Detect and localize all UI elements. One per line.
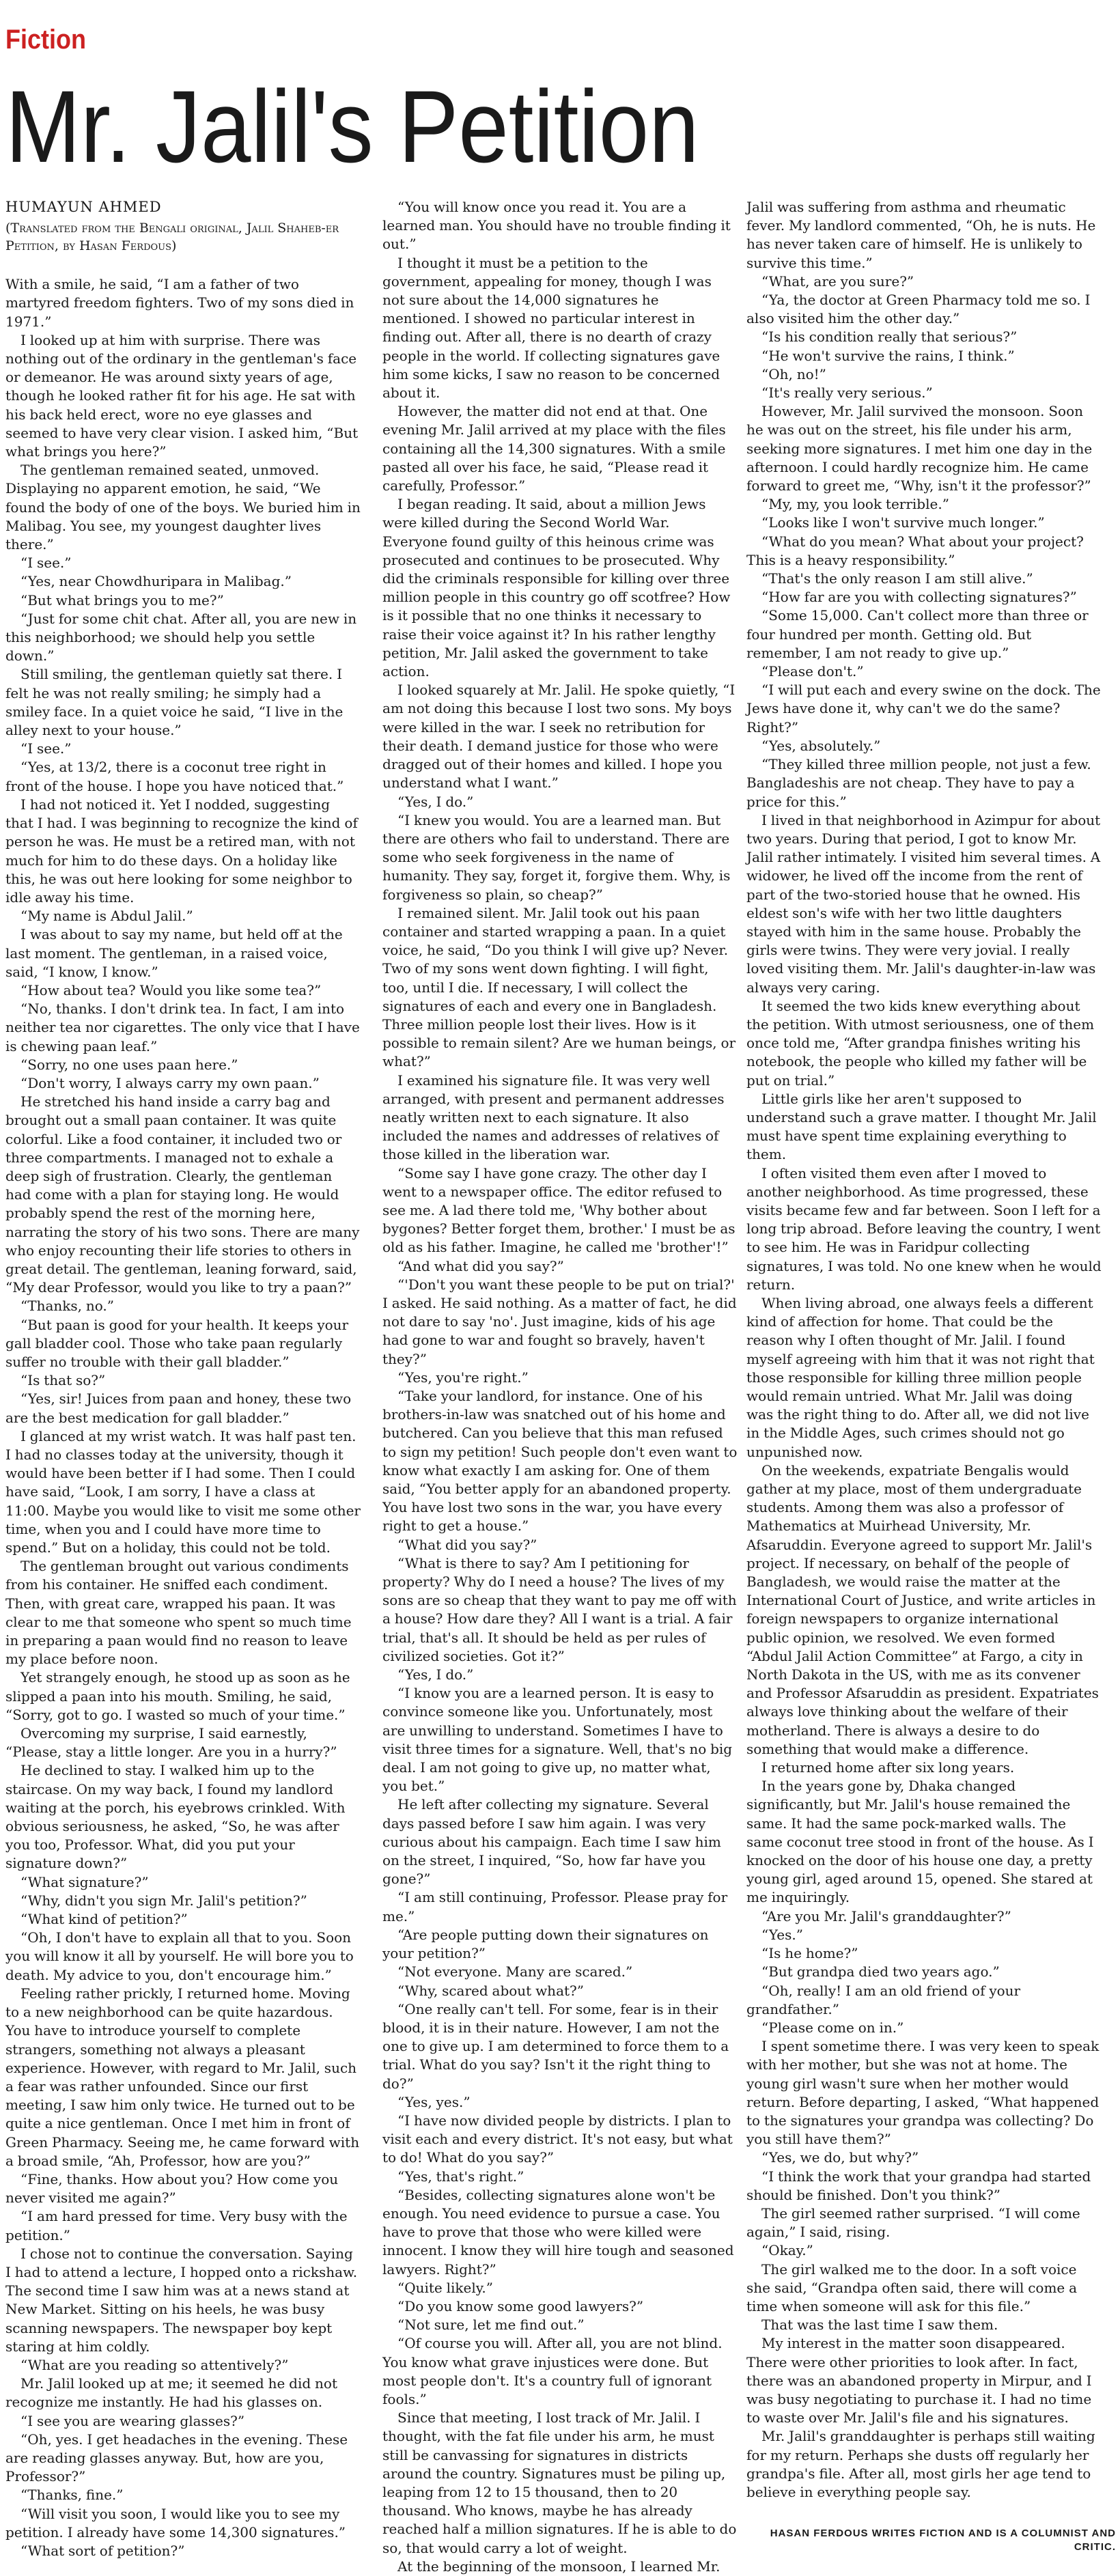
paragraph: Mr. Jalil's granddaughter is perhaps still waiting for my return. Perhaps she dusts off regularly her grandpa's file. After all, most girls her age tend to believe in everything people say.: [746, 2428, 1095, 2500]
paragraph: I looked up at him with surprise. There was nothing out of the ordinary in the gentleman's face or demeanor. He was around sixty years of age, though he looked rather fit for his age. He sat with his back held erect, wore no eye glasses and seemed to have very clear vision. I asked him, “But what brings you here?”: [5, 331, 359, 460]
paragraph: In the years gone by, Dhaka changed significantly, but Mr. Jalil's house remained the same. It had the same pock-marked walls. The same coconut tree stood in front of the house. As I knocked on the door of his house one day, a pretty young girl, aged around 15, opened. She stared at me inquiringly.: [746, 1778, 1094, 1906]
paragraph: The gentleman remained seated, unmoved. Displaying no apparent emotion, he said, “We found the body of one of the boys. We buried him in Malibag. You see, my youngest daughter lives there.”: [5, 462, 361, 553]
paragraph: However, the matter did not end at that. One evening Mr. Jalil arrived at my place with the files containing all the 14,300 signatures. With a smile pasted all over his face, he said, “Please read it carefully, Professor.”: [382, 403, 726, 494]
paragraph: “I know you are a learned person. It is easy to convince someone like you. Unfortunately, most are unwilling to understand. Sometimes I have to visit three times for a signature. Well, that's no big deal. I am not going to give up, no matter what, you bet.”: [382, 1685, 733, 1795]
paragraph: Since that meeting, I lost track of Mr. Jalil. I thought, with the fat file under his arm, he must still be canvassing for signatures in districts around the country. Signatures must be piling up, leaping from 12 to 15 thousand, then to 20 thousand. Who knows, maybe he has already reached half a million signatures. If he is able to do so, that would carry a lot of weight.: [382, 2409, 737, 2556]
paragraph: “Yes, at 13/2, there is a coconut tree right in front of the house. I hope you have noticed that.”: [5, 759, 344, 794]
paragraph: “I see.”: [20, 555, 72, 572]
paragraph: “I am still continuing, Professor. Please pray for me.”: [382, 1889, 728, 1924]
paragraph: “Not everyone. Many are scared.”: [397, 1963, 633, 1980]
paragraph: “'Don't you want these people to be put on trial?' I asked. He said nothing. As a matter of fact, he did not dare to say 'no'. Just imagine, kids of his age had gone to war and fought so bravely, haven't they?”: [382, 1276, 737, 1367]
paragraph: “Are people putting down their signatures on your petition?”: [382, 1926, 709, 1962]
paragraph: I thought it must be a petition to the government, appealing for money, though I was not sure about the 14,000 signatures he mentioned. I showed no particular interest in finding out. After all, there is no dearth of crazy people in the world. If collecting signatures gave him some kicks, I saw no reason to be concerned about it.: [382, 254, 720, 402]
paragraph: “Yes, near Chowdhuripara in Malibag.”: [20, 573, 292, 590]
paragraph: “It's really very serious.”: [761, 384, 933, 402]
paragraph: “And what did you say?”: [397, 1257, 564, 1274]
author-note: HASAN FERDOUS WRITES FICTION AND IS A COLUMNIST AND CRITIC.: [770, 2528, 1116, 2553]
paragraph: Still smiling, the gentleman quietly sat there. I felt he was not really smiling; he simply had a smiley face. In a quiet voice he said, “I live in the alley next to your house.”: [5, 666, 344, 739]
paragraph: “Fine, thanks. How about you? How come you never visited me again?”: [5, 2170, 339, 2207]
paragraph: “Yes, you're right.”: [397, 1369, 529, 1386]
article-column-3: [746, 198, 1102, 2520]
paragraph: “Oh, really! I am an old friend of your grandfather.”: [746, 1982, 1021, 2017]
paragraph: “What do you mean? What about your project? This is a heavy responsibility.”: [746, 533, 1084, 568]
paragraph: I glanced at my wrist watch. It was half past ten. I had no classes today at the university, though it would have been better if I had some. Then I could have said, “Look, I am sorry, I have a class at 11:00. Maybe you would like to visit me some other time, when you and I could have more time to spend.” But on a holiday, this could not be told.: [5, 1427, 361, 1556]
paragraph: “Yes, we do, but why?”: [761, 2149, 919, 2166]
paragraph: At the beginning of the monsoon, I learned Mr.: [397, 2558, 720, 2575]
paragraph: “But paan is good for your health. It keeps your gall bladder cool. Those who take paan regularly suffer no trouble with their gall bladder.”: [5, 1316, 349, 1370]
paragraph: “Please don't.”: [761, 663, 864, 680]
paragraph: “But what brings you to me?”: [20, 591, 224, 608]
paragraph: I had not noticed it. Yet I nodded, suggesting that I had. I was beginning to recognize the kind of person he was. He must be a retired man, with not much for him to do these days. On a holiday like this, he was out here looking for some neighbor to idle away his time.: [5, 796, 358, 906]
paragraph: “Sorry, no one uses paan here.”: [20, 1056, 238, 1073]
paragraph: “Thanks, no.”: [20, 1298, 114, 1315]
paragraph: “Why, didn't you sign Mr. Jalil's petition?”: [20, 1892, 307, 1909]
paragraph: “Thanks, fine.”: [20, 2487, 124, 2504]
paragraph: He declined to stay. I walked him up to the staircase. On my way back, I found my landlord waiting at the porch, his eyebrows crinkled. With obvious seriousness, he asked, “So, he was after you too, Professor. What, did you put your signature down?”: [5, 1762, 346, 1872]
paragraph: “Okay.”: [761, 2242, 813, 2259]
paragraph: “Oh, I don't have to explain all that to you. Soon you will know it all by yourself. He will bore you to death. My advice to you, don't encourage him.”: [5, 1929, 354, 1983]
paragraph: “Of course you will. After all, you are not blind. You know what grave injustices were done. But most people don't. It's a country full of ignorant fools.”: [382, 2335, 723, 2407]
paragraph: “Is that so?”: [20, 1372, 106, 1389]
author-byline: HUMAYUN AHMED: [5, 199, 162, 215]
paragraph: “I think the work that your grandpa had started should be finished. Don't you think?”: [746, 2168, 1091, 2203]
paragraph: I spent sometime there. I was very keen to speak with her mother, but she was not at home. The young girl wasn't sure when her mother would return. Before departing, I asked, “What happened to the signatures your grandpa was collecting? Do you still have them?”: [746, 2038, 1100, 2148]
article-headline: Mr. Jalil's Petition: [5, 69, 699, 184]
paragraph: “Yes, absolutely.”: [761, 737, 881, 754]
paragraph: “Some say I have gone crazy. The other day I went to a newspaper office. The editor refused to see me. A lad there told me, 'Why bother about bygones? Better forget them, brother.' I must be as old as his father. Imagine, he called me 'brother'!”: [382, 1164, 736, 1256]
paragraph: He stretched his hand inside a carry bag and brought out a small paan container. It was quite colorful. Like a food container, it included two or three compartments. I managed not to exhale a deep sigh of frustration. Clearly, the gentleman had come with a plan for staying long. He would probably spend the rest of the morning here, narrating the story of his two sons. There are many who enjoy recounting their life stories to others in great detail. The gentleman, leaning forward, said, “My dear Professor, would you like to try a paan?”: [5, 1093, 360, 1296]
article-column-1: [5, 198, 361, 2559]
paragraph: “What are you reading so attentively?”: [20, 2356, 289, 2373]
paragraph: “Why, scared about what?”: [397, 1982, 584, 1999]
paragraph: “Do you know some good lawyers?”: [397, 2297, 644, 2314]
paragraph: “What kind of petition?”: [20, 1911, 188, 1928]
paragraph: I examined his signature file. It was very well arranged, with present and permanent addresses neatly written next to each signature. It also included the names and addresses of relatives of those killed in the liberation war.: [382, 1072, 725, 1163]
paragraph: “Please come on in.”: [761, 2019, 904, 2036]
paragraph: “Quite likely.”: [397, 2279, 493, 2296]
paragraph: I chose not to continue the conversation. Saying I had to attend a lecture, I hopped onto a rickshaw. The second time I saw him was at a news stand at New Market. Sitting on his heels, he was busy scanning newspapers. The newspaper boy kept staring at him coldly.: [5, 2245, 358, 2355]
paragraph: “Don't worry, I always carry my own paan.”: [20, 1074, 320, 1091]
paragraph: “But grandpa died two years ago.”: [761, 1963, 1000, 1980]
paragraph: “No, thanks. I don't drink tea. In fact, I am into neither tea nor cigarettes. The only vice that I have is chewing paan leaf.”: [5, 1000, 360, 1054]
paragraph: “What sort of petition?”: [20, 2542, 185, 2559]
paragraph: Yet strangely enough, he stood up as soon as he slipped a paan into his mouth. Smiling, he said, “Sorry, got to go. I wasted so much of your time.”: [5, 1669, 350, 1723]
paragraph: “I see you are wearing glasses?”: [20, 2412, 245, 2429]
paragraph: “One really can't tell. For some, fear is in their blood, it is in their nature. However, I am not the one to give up. I am determined to force them to a trial. What do you say? Isn't it the right thing to do?”: [382, 2000, 729, 2092]
paragraph: “Ya, the doctor at Green Pharmacy told me so. I also visited him the other day.”: [746, 292, 1091, 327]
paragraph: Mr. Jalil looked up at me; it seemed he did not recognize me instantly. He had his glasses on.: [5, 2375, 337, 2411]
paragraph: “Yes, that's right.”: [397, 2168, 524, 2185]
paragraph: “How far are you with collecting signatures?”: [761, 589, 1077, 606]
paragraph: “Not sure, let me find out.”: [397, 2316, 585, 2334]
paragraph: The girl walked me to the door. In a soft voice she said, “Grandpa often said, there will come a time when someone will ask for this file.”: [746, 2260, 1078, 2314]
paragraph: That was the last time I saw them.: [761, 2316, 998, 2334]
section-label: Fiction: [5, 25, 86, 55]
paragraph: Jalil was suffering from asthma and rheumatic fever. My landlord commented, “Oh, he is nuts. He has never taken care of himself. He is unlikely to survive this time.”: [746, 199, 1096, 271]
paragraph: I lived in that neighborhood in Azimpur for about two years. During that period, I got to know Mr. Jalil rather intimately. I visited him several times. A widower, he lived off the income from the rent of part of the two-storied house that he owned. His eldest son's wife with her two little daughters stayed with him in the same house. Probably the girls were twins. They were very jovial. I really loved visiting them. Mr. Jalil's daughter-in-law was always very caring.: [746, 811, 1101, 996]
paragraph: “Yes, I do.”: [397, 1666, 474, 1683]
paragraph: He left after collecting my signature. Several days passed before I saw him again. I was very curious about his campaign. Each time I saw him on the street, I inquired, “So, how far have you gone?”: [382, 1796, 721, 1888]
paragraph: “Yes, sir! Juices from paan and honey, these two are the best medication for gall bladder.”: [5, 1390, 352, 1426]
paragraph: “That's the only reason I am still alive.”: [761, 570, 1033, 587]
paragraph: Little girls like her aren't supposed to understand such a grave matter. I thought Mr. Jalil must have spent time explaining everything to them.: [746, 1090, 1097, 1163]
paragraph: When living abroad, one always feels a different kind of affection for home. That could be the reason why I often thought of Mr. Jalil. I found myself agreeing with him that it was not right that those responsible for killing three million people would remain untried. What Mr. Jalil was doing was the right thing to do. After all, we did not live in the Middle Ages, such crimes should not go unpunished now.: [746, 1294, 1095, 1460]
paragraph: However, Mr. Jalil survived the monsoon. Soon he was out on the street, his file under his arm, seeking more signatures. I met him one day in the afternoon. I could hardly recognize him. He came forward to greet me, “Why, isn't it the professor?”: [746, 403, 1093, 494]
paragraph: Overcoming my surprise, I said earnestly, “Please, stay a little longer. Are you in a hurry?”: [5, 1725, 337, 1761]
paragraph: “How about tea? Would you like some tea?”: [20, 981, 322, 998]
paragraph: “I knew you would. You are a learned man. But there are others who fail to understand. There are some who seek forgiveness in the name of humanity. They say, forget it, forgive them. Why, is forgiveness so plain, so cheap?”: [382, 811, 731, 903]
paragraph: I looked squarely at Mr. Jalil. He spoke quietly, “I am not doing this because I lost two sons. My boys were killed in the war. I seek no retribution for their death. I demand justice for those who were dragged out of their homes and killed. I hope you understand what I want.”: [382, 682, 736, 792]
paragraph: “Some 15,000. Can't collect more than three or four hundred per month. Getting old. But remember, I am not ready to give up.”: [746, 607, 1089, 661]
paragraph: “You will know once you read it. You are a learned man. You should have no trouble finding it out.”: [382, 199, 731, 253]
paragraph: “Just for some chit chat. After all, you are new in this neighborhood; we should help you settle down.”: [5, 610, 357, 664]
paragraph: “Yes, yes.”: [397, 2093, 471, 2110]
paragraph: I often visited them even after I moved to another neighborhood. As time progressed, these visits became few and far between. Soon I left for a long trip abroad. Before leaving the country, I went to see him. He was in Faridpur collecting signatures, I was told. No one knew when he would return.: [746, 1164, 1102, 1293]
paragraph: “I will put each and every swine on the dock. The Jews have done it, why can't we do the same? Right?”: [746, 682, 1101, 736]
paragraph: “Will visit you soon, I would like you to see my petition. I already have some 14,300 signatures.”: [5, 2505, 346, 2540]
paragraph: I returned home after six long years.: [761, 1759, 1015, 1776]
paragraph: The gentleman brought out various condiments from his container. He sniffed each condiment. Then, with great care, wrapped his paan. It was clear to me that someone who spent so much time in preparing a paan would find no reason to leave my place before noon.: [5, 1558, 352, 1668]
paragraph: I began reading. It said, about a million Jews were killed during the Second World War. Everyone found guilty of this heinous crime was prosecuted and continues to be prosecuted. Why did the criminals responsible for killing over three million people in this country go off scotfree? How is it possible that no one thinks it necessary to raise their voice against it? In his rather lengthy petition, Mr. Jalil asked the government to take action.: [382, 496, 731, 680]
paragraph: “I am hard pressed for time. Very busy with the petition.”: [5, 2208, 348, 2243]
paragraph: “My, my, you look terrible.”: [761, 496, 949, 513]
paragraph: “What, are you sure?”: [761, 272, 914, 290]
paragraph: With a smile, he said, “I am a father of two martyred freedom fighters. Two of my sons died in 1971.”: [5, 276, 354, 330]
paragraph: “I see.”: [20, 740, 72, 757]
paragraph: It seemed the two kids knew everything about the petition. With utmost seriousness, one of them once told me, “After grandpa finishes writing his notebook, the people who killed my father will be put on trial.”: [746, 997, 1095, 1089]
paragraph: “What did you say?”: [397, 1536, 537, 1553]
paragraph: I was about to say my name, but held off at the last moment. The gentleman, in a raised voice, said, “I know, I know.”: [5, 926, 343, 980]
paragraph: “Besides, collecting signatures alone won't be enough. You need evidence to pursue a case. You have to prove that those who were killed were innocent. I know they will hire tough and seasoned lawyers. Right?”: [382, 2186, 734, 2278]
paragraph: “Oh, yes. I get headaches in the evening. These are reading glasses anyway. But, how are you, Professor?”: [5, 2431, 348, 2485]
paragraph: “They killed three million people, not just a few. Bangladeshis are not cheap. They have to pay a price for this.”: [746, 756, 1091, 810]
paragraph: The girl seemed rather surprised. “I will come again,” I said, rising.: [746, 2204, 1080, 2241]
paragraph: “Are you Mr. Jalil's granddaughter?”: [761, 1907, 1011, 1924]
paragraph: “Is his condition really that serious?”: [761, 328, 1018, 346]
paragraph: “Looks like I won't survive much longer.”: [761, 514, 1045, 531]
paragraph: “Take your landlord, for instance. One of his brothers-in-law was snatched out of his home and butchered. Can you believe that this man refused to sign my petition! Such people don't even want to know what exactly I am asking for. One of them said, “You better apply for an abandoned property. You have lost two sons in the war, you have every right to get a house.”: [382, 1388, 738, 1535]
translation-credit: (Translated from the Bengali original, Jalil Shaheb-er Petition, by Hasan Ferdous): [5, 221, 339, 254]
paragraph: “My name is Abdul Jalil.”: [20, 908, 193, 925]
paragraph: “Oh, no!”: [761, 365, 826, 382]
paragraph: “What signature?”: [20, 1873, 149, 1890]
paragraph: “I have now divided people by districts. I plan to visit each and every district. It's not easy, but what to do! What do you say?”: [382, 2112, 733, 2166]
paragraph: My interest in the matter soon disappeared. There were other priorities to look after. In fact, there was an abandoned property in Mirpur, and I was busy negotiating to purchase it. I had no time to waste over Mr. Jalil's file and his signatures.: [746, 2335, 1092, 2426]
paragraph: I remained silent. Mr. Jalil took out his paan container and started wrapping a paan. In a quiet voice, he said, “Do you think I will give up? Never. Two of my sons went down fighting. I will fight, too, until I die. If necessary, I will collect the signatures of each and every one in Bangladesh. Three million people lost their lives. How is it possible to remain silent? Are we human beings, or what?”: [382, 904, 736, 1070]
paragraph: “Is he home?”: [761, 1945, 858, 1962]
paragraph: Feeling rather prickly, I returned home. Moving to a new neighborhood can be quite hazardous. You have to introduce yourself to complete strangers, something not always a pleasant experience. However, with regard to Mr. Jalil, such a fear was rather unfounded. Since our first meeting, I saw him only twice. He turned out to be quite a nice gentleman. Once I met him in front of Green Pharmacy. Seeing me, he came forward with a broad smile, “Ah, Professor, how are you?”: [5, 1985, 360, 2169]
paragraph: “What is there to say? Am I petitioning for property? Why do I need a house? The lives of my sons are so cheap that they want to pay me off with a house? How dare they? All I want is a trial. A fair trial, that's all. It should be held as per rules of civilized societies. Got it?”: [382, 1554, 737, 1664]
paragraph: “He won't survive the rains, I think.”: [761, 347, 1015, 364]
paragraph: On the weekends, expatriate Bengalis would gather at my place, most of them undergraduate students. Among them was also a professor of Mathematics at Muirhead University, Mr. Afsaruddin. Everyone agreed to support Mr. Jalil's project. If necessary, on behalf of the people of Bangladesh, we would raise the matter at the International Court of Justice, and write articles in foreign newspapers to organize international public opinion, we resolved. We even formed “Abdul Jalil Action Committee” at Fargo, a city in North Dakota in the US, with me as its convener and Professor Afsaruddin as president. Expatriates always love thinking about the welfare of their motherland. There is always a desire to do something that would make a difference.: [746, 1461, 1099, 1757]
paragraph: “Yes.”: [761, 1926, 803, 1943]
paragraph: “Yes, I do.”: [397, 793, 474, 810]
article-column-2: [382, 198, 738, 2575]
